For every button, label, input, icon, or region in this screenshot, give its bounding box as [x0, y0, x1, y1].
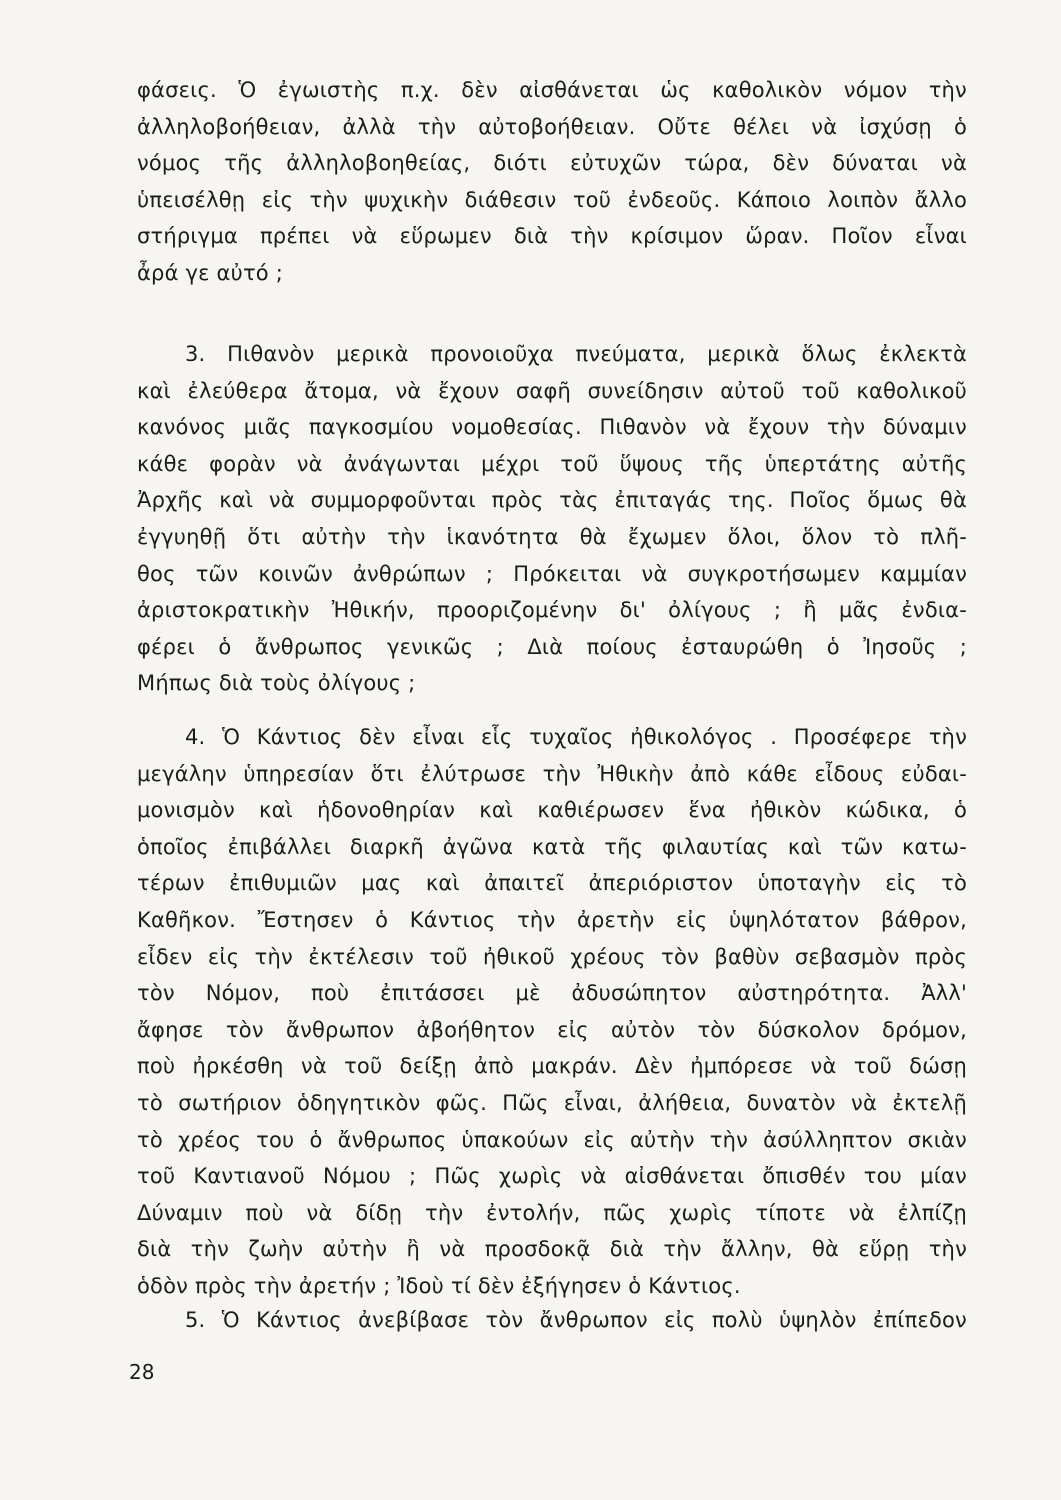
page-number: 28 [129, 1360, 155, 1384]
text-line: κανόνος μιᾶς παγκοσμίου νομοθεσίας. Πιθανὸν νὰ ἔχουν τὴν δύναμιν [137, 415, 967, 440]
text-line: εἶδεν εἰς τὴν ἐκτέλεσιν τοῦ ἠθικοῦ χρέους τὸν βαθὺν σεβασμὸν πρὸς [137, 944, 967, 969]
text-line: Δύναμιν ποὺ νὰ δίδῃ τὴν ἐντολήν, πῶς χωρὶς τίποτε νὰ ἐλπίζῃ [137, 1200, 967, 1225]
paragraph-3 [137, 336, 967, 702]
text-line: μεγάλην ὑπηρεσίαν ὅτι ἐλύτρωσε τὴν Ἠθικὴν ἀπὸ κάθε εἶδους εὐδαι- [137, 761, 967, 786]
text-line: ἐγγυηθῇ ὅτι αὐτὴν τὴν ἱκανότητα θὰ ἔχωμεν ὅλοι, ὅλον τὸ πλῆ- [137, 524, 967, 549]
text-line: 4. Ὁ Κάντιος δὲν εἶναι εἷς τυχαῖος ἠθικολόγος . Προσέφερε τὴν [185, 725, 967, 749]
paragraph-4 [137, 719, 967, 1305]
text-line: θος τῶν κοινῶν ἀνθρώπων ; Πρόκειται νὰ συγκροτήσωμεν καμμίαν [137, 561, 967, 586]
text-line: 3. Πιθανὸν μερικὰ προνοιοῦχα πνεύματα, μερικὰ ὅλως ἐκλεκτὰ [185, 342, 967, 366]
text-line: διὰ τὴν ζωὴν αὐτὴν ἢ νὰ προσδοκᾷ διὰ τὴν ἄλλην, θὰ εὕρῃ τὴν [137, 1237, 967, 1262]
text-line: μονισμὸν καὶ ἡδονοθηρίαν καὶ καθιέρωσεν ἕνα ἠθικὸν κώδικα, ὁ [137, 798, 967, 823]
text-line: τέρων ἐπιθυμιῶν μας καὶ ἀπαιτεῖ ἀπεριόριστον ὑποταγὴν εἰς τὸ [137, 871, 967, 896]
text-line: τοῦ Καντιανοῦ Νόμου ; Πῶς χωρὶς νὰ αἰσθάνεται ὄπισθέν του μίαν [137, 1164, 967, 1189]
text-line: ἄφησε τὸν ἄνθρωπον ἀβοήθητον εἰς αὐτὸν τὸν δύσκολον δρόμον, [137, 1017, 967, 1042]
text-line: ἀριστοκρατικὴν Ἠθικήν, προοριζομένην δι' ὀλίγους ; ἢ μᾶς ἐνδια- [137, 598, 967, 623]
text-line: στήριγμα πρέπει νὰ εὕρωμεν διὰ τὴν κρίσιμον ὥραν. Ποῖον εἶναι [137, 224, 967, 249]
text-line: ὑπεισέλθῃ εἰς τὴν ψυχικὴν διάθεσιν τοῦ ἐνδεοῦς. Κάποιο λοιπὸν ἄλλο [137, 187, 967, 212]
text-line: ἆρά γε αὐτό ; [137, 260, 283, 285]
text-line: τὸ χρέος του ὁ ἄνθρωπος ὑπακούων εἰς αὐτὴν τὴν ἀσύλληπτον σκιὰν [137, 1127, 967, 1152]
text-line: φέρει ὁ ἄνθρωπος γενικῶς ; Διὰ ποίους ἐσταυρώθη ὁ Ἰησοῦς ; [137, 634, 967, 659]
text-line: ὁδὸν πρὸς τὴν ἀρετήν ; Ἰδοὺ τί δὲν ἐξήγησεν ὁ Κάντιος. [137, 1273, 741, 1298]
text-line: Καθῆκον. Ἔστησεν ὁ Κάντιος τὴν ἀρετὴν εἰς ὑψηλότατον βάθρον, [137, 907, 967, 932]
paragraph-5 [137, 1302, 967, 1339]
text-line: ποὺ ἠρκέσθη νὰ τοῦ δείξῃ ἀπὸ μακράν. Δὲν ἠμπόρεσε νὰ τοῦ δώσῃ [137, 1054, 967, 1079]
text-line: Ἀρχῆς καὶ νὰ συμμορφοῦνται πρὸς τὰς ἐπιταγάς της. Ποῖος ὅμως θὰ [137, 488, 967, 513]
text-line: 5. Ὁ Κάντιος ἀνεβίβασε τὸν ἄνθρωπον εἰς πολὺ ὑψηλὸν ἐπίπεδον [185, 1308, 967, 1332]
paragraph-intro [137, 72, 967, 292]
text-line: Μήπως διὰ τοὺς ὀλίγους ; [137, 671, 416, 696]
text-line: νόμος τῆς ἀλληλοβοηθείας, διότι εὐτυχῶν τώρα, δὲν δύναται νὰ [137, 151, 967, 176]
text-line: φάσεις. Ὁ ἐγωιστὴς π.χ. δὲν αἰσθάνεται ὡς καθολικὸν νόμον τὴν [137, 78, 967, 102]
text-line: ἀλληλοβοήθειαν, ἀλλὰ τὴν αὐτοβοήθειαν. Οὔτε θέλει νὰ ἰσχύσῃ ὁ [137, 114, 967, 139]
text-line: τὸ σωτήριον ὁδηγητικὸν φῶς. Πῶς εἶναι, ἀλήθεια, δυνατὸν νὰ ἐκτελῇ [137, 1090, 967, 1115]
text-line: ὁποῖος ἐπιβάλλει διαρκῆ ἀγῶνα κατὰ τῆς φιλαυτίας καὶ τῶν κατω- [137, 834, 967, 859]
text-line: τὸν Νόμον, ποὺ ἐπιτάσσει μὲ ἀδυσώπητον αὐστηρότητα. Ἀλλ' [137, 981, 967, 1006]
text-line: καὶ ἐλεύθερα ἄτομα, νὰ ἔχουν σαφῆ συνείδησιν αὐτοῦ τοῦ καθολικοῦ [137, 378, 967, 403]
text-line: κάθε φορὰν νὰ ἀνάγωνται μέχρι τοῦ ὕψους τῆς ὑπερτάτης αὐτῆς [137, 451, 967, 476]
